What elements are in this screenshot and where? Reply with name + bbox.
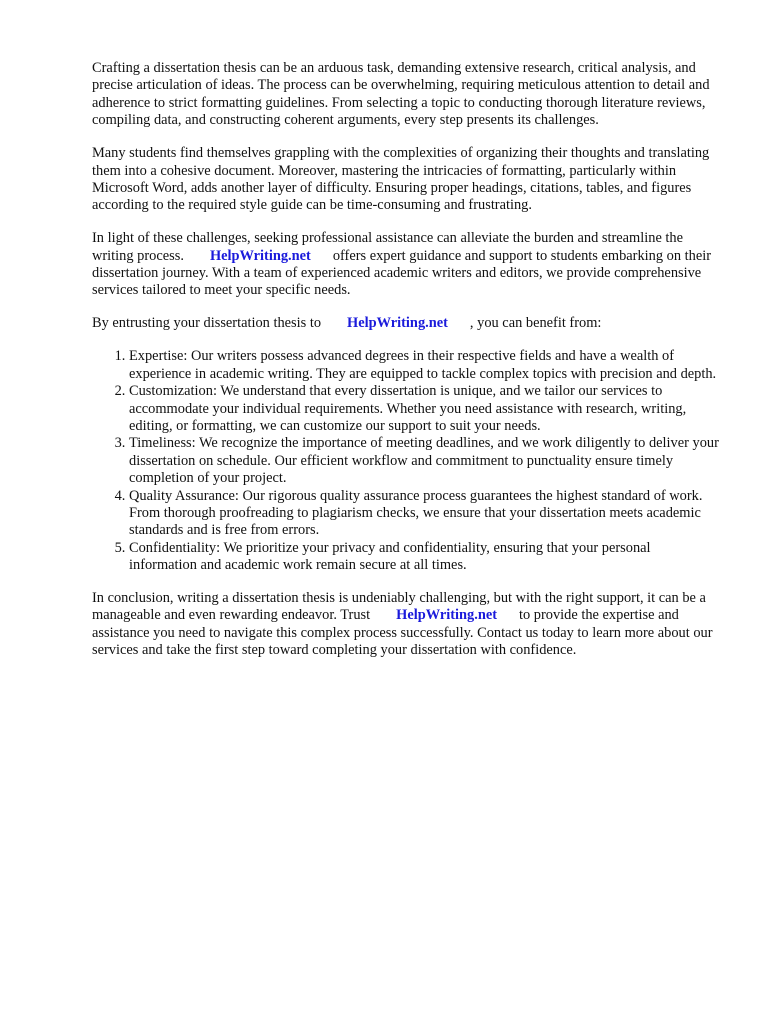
conclusion-text-before: In conclusion, writing a dissertation thesis is undeniably challenging, but with the right support, it can be a manageable and even rewarding endeavor. Trust bbox=[92, 590, 706, 624]
benefits-intro-before: By entrusting your dissertation thesis to bbox=[92, 315, 322, 332]
conclusion-paragraph bbox=[92, 590, 722, 660]
intro-paragraph: Crafting a dissertation thesis can be an arduous task, demanding extensive research, critical analysis, and precise articulation of ideas. The process can be overwhelming, requiring meticulous attention to detail and adherence to strict formatting guidelines. From selecting a topic to conducting thorough literature reviews, compiling data, and constructing coherent arguments, every step presents its challenges. bbox=[92, 60, 710, 129]
list-item: 3. Timeliness: We recognize the importance of meeting deadlines, and we work diligently to deliver your dissertation on schedule. Our efficient workflow and commitment to punctuality ensure timely completion of your project. bbox=[129, 435, 722, 487]
helpwriting-link[interactable]: HelpWriting.net bbox=[209, 247, 311, 264]
benefits-intro-after: , you can benefit from: bbox=[469, 315, 602, 332]
list-item: 1. Expertise: Our writers possess advanced degrees in their respective fields and have a wealth of experience in academic writing. They are equipped to tackle complex topics with precision and depth. bbox=[129, 348, 722, 383]
conclusion-text-after: to provide the expertise and assistance you need to navigate this complex process successfully. Contact us today to learn more about our services and take the first step toward completing your dissertation with confidence. bbox=[92, 607, 713, 659]
list-item: 5. Confidentiality: We prioritize your privacy and confidentiality, ensuring that your personal information and academic work remain secure at all times. bbox=[129, 540, 722, 575]
helpwriting-link[interactable]: HelpWriting.net bbox=[396, 607, 498, 624]
assistance-paragraph bbox=[92, 230, 722, 300]
list-item: 4. Quality Assurance: Our rigorous quality assurance process guarantees the highest standard of work. From thorough proofreading to plagiarism checks, we ensure that your dissertation meets academic standards and is free from errors. bbox=[129, 488, 722, 540]
benefits-intro-paragraph bbox=[92, 315, 722, 332]
benefits-list bbox=[92, 348, 722, 574]
challenges-paragraph: Many students find themselves grappling with the complexities of organizing their thoughts and translating them into a cohesive document. Moreover, mastering the intricacies of formatting, particularly within Microsoft Word, adds another layer of difficulty. Ensuring proper headings, citations, tables, and figures according to the required style guide can be time-consuming and frustrating. bbox=[92, 145, 710, 214]
list-item: 2. Customization: We understand that every dissertation is unique, and we tailor our services to accommodate your individual requirements. Whether you need assistance with research, writing, editing, or formatting, we can customize our support to suit your needs. bbox=[129, 383, 722, 435]
assistance-text-before: In light of these challenges, seeking professional assistance can alleviate the burden and streamline the writing process. bbox=[92, 230, 684, 264]
helpwriting-link[interactable]: HelpWriting.net bbox=[347, 315, 448, 332]
assistance-text-after: offers expert guidance and support to students embarking on their dissertation journey. With a team of experienced academic writers and editors, we provide comprehensive services tailored to meet your specific needs. bbox=[92, 247, 712, 299]
